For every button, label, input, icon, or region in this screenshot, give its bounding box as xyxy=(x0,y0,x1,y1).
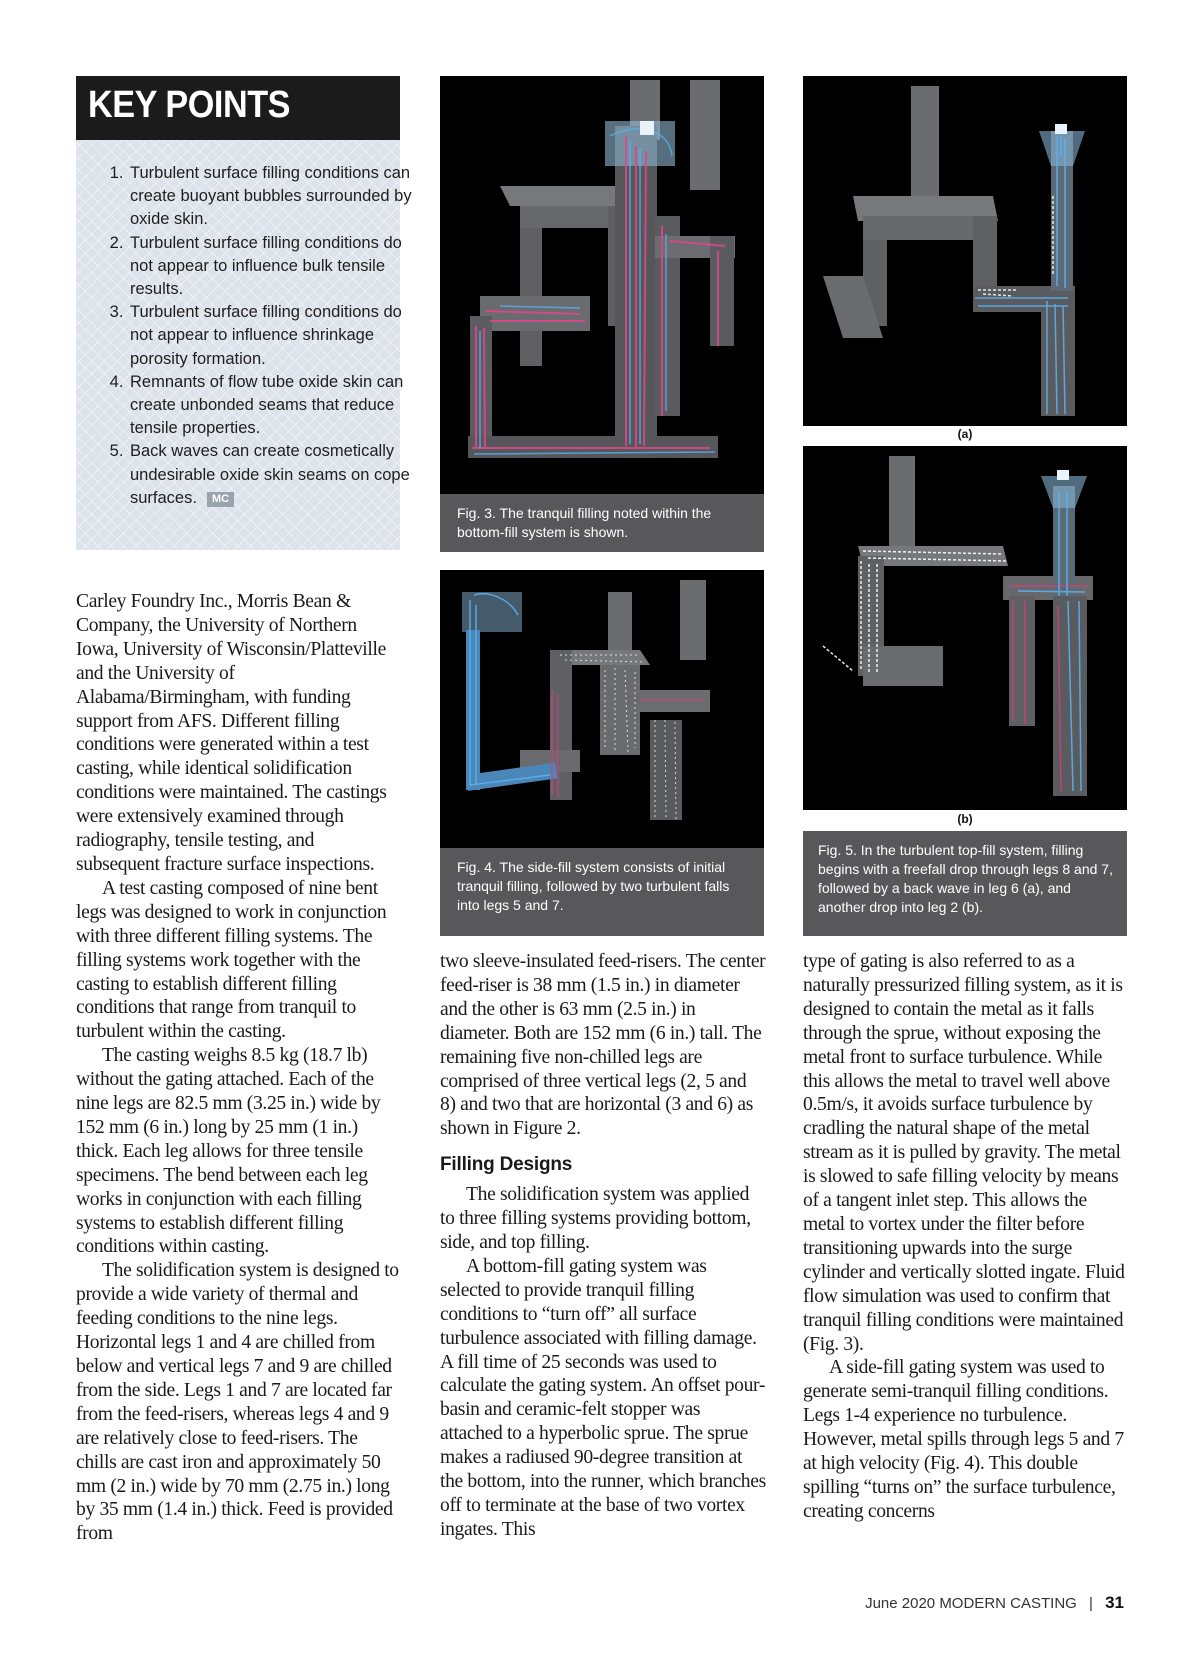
body-paragraph: type of gating is also referred to as a naturally pressurized filling system, as it is designed to contain the metal as it falls through the sprue, without exposing the metal front to surface turbulence. While this allows the metal to travel well above 0.5m/s, it avoids surface turbulence by cradling the natural shape of the metal stream as it is pulled by gravity. The metal is slowed to safe filling velocity by means of a tangent inlet step. This allows the metal to vortex under the filter before transitioning upwards into the surge cylinder and vertically slotted ingate. Fluid flow simulation was used to confirm that tranquil filling conditions were maintained (Fig. 3). xyxy=(803,951,1125,1355)
body-paragraph: The solidification system was applied to three filling systems providing bottom, side, and top filling. xyxy=(440,1184,751,1253)
fig3-image xyxy=(440,76,764,494)
footer-issue: June 2020 xyxy=(865,1595,936,1612)
body-paragraph: A side-fill gating system was used to generate semi-tranquil filling conditions. Legs 1-4 experience no turbulence. However, metal spills through legs 5 and 7 at high velocity (Fig. 4). This double spilling “turns on” the surface turbulence, creating concerns xyxy=(803,1357,1124,1522)
key-points-header xyxy=(76,76,400,140)
key-point-item: 3. Turbulent surface filling conditions do not appear to influence shrinkage porosity formation. xyxy=(128,301,412,371)
fig5a-label: (a) xyxy=(957,427,973,441)
page-footer xyxy=(865,1593,1124,1613)
key-points-title: KEY POINTS xyxy=(88,84,291,126)
footer-divider: | xyxy=(1089,1595,1093,1612)
body-column-1 xyxy=(76,590,402,1546)
key-points-box xyxy=(76,76,412,550)
key-point-item: 4. Remnants of flow tube oxide skin can create unbonded seams that reduce tensile properties. xyxy=(128,371,412,441)
section-heading: Filling Designs xyxy=(440,1154,573,1176)
key-point-text: Back waves can create cosmetically undesirable oxide skin seams on cope surfaces. xyxy=(130,442,410,507)
body-column-2 xyxy=(440,950,766,1542)
key-point-item xyxy=(128,440,412,510)
body-column-3 xyxy=(803,950,1129,1524)
body-paragraph: Carley Foundry Inc., Morris Bean & Company, the University of Northern Iowa, University of Wisconsin/Platteville and the University of Alabama/Birmingham, with funding support from AFS. Different filling conditions were generated within a test casting, while identical solidification conditions were maintained. The castings were extensively examined through radiography, tensile testing, and subsequent fracture surface inspections. xyxy=(76,591,387,875)
fig4-caption: Fig. 4. The side-fill system consists of initial tranquil filling, followed by two turbulent falls into legs 5 and 7. xyxy=(440,848,764,936)
body-paragraph: The solidification system is designed to provide a wide variety of thermal and feeding conditions to the nine legs. Horizontal legs 1 and 4 are chilled from below and vertical legs 7 and 9 are chilled from the side. Legs 1 and 7 are located far from the feed-risers, whereas legs 4 and 9 are relatively close to feed-risers. The chills are cast iron and approximately 50 mm (2 in.) wide by 70 mm (2.75 in.) long by 35 mm (1.4 in.) thick. Feed is provided from xyxy=(76,1260,399,1545)
key-point-item: 1. Turbulent surface filling conditions can create buoyant bubbles surrounded by oxide skin. xyxy=(128,162,412,232)
fig5a-image xyxy=(803,76,1127,426)
fig5-caption: Fig. 5. In the turbulent top-fill system, filling begins with a freefall drop through legs 8 and 7, followed by a back wave in leg 6 (a), and another drop into leg 2 (b). xyxy=(803,831,1127,936)
mc-badge: MC xyxy=(207,492,234,507)
fig3-caption: Fig. 3. The tranquil filling noted within the bottom-fill system is shown. xyxy=(440,494,764,552)
fig5b-label: (b) xyxy=(957,812,973,826)
body-paragraph: The casting weighs 8.5 kg (18.7 lb) without the gating attached. Each of the nine legs are 82.5 mm (3.25 in.) wide by 152 mm (6 in.) long by 25 mm (1 in.) thick. Each leg allows for three tensile specimens. The bend between each leg works in conjunction with each filling systems to establish different filling conditions within casting. xyxy=(76,1045,381,1258)
body-paragraph: A bottom-fill gating system was selected to provide tranquil filling conditions to “turn off” all surface turbulence associated with filling damage. A fill time of 25 seconds was used to calculate the gating system. An offset pour-basin and ceramic-felt stopper was attached to a hyperbolic sprue. The sprue makes a radiused 90-degree transition at the bottom, into the runner, which branches off to terminate at the base of two vortex ingates. This xyxy=(440,1255,766,1540)
footer-magazine: MODERN CASTING xyxy=(939,1595,1077,1612)
page-number: 31 xyxy=(1105,1593,1124,1612)
body-paragraph: A test casting composed of nine bent legs was designed to work in conjunction with three different filling systems. The filling systems work together with the casting to establish different filling conditions that range from tranquil to turbulent within the casting. xyxy=(76,877,387,1043)
body-paragraph: two sleeve-insulated feed-risers. The center feed-riser is 38 mm (1.5 in.) in diameter and the other is 63 mm (2.5 in.) in diameter. Both are 152 mm (6 in.) tall. The remaining five non-chilled legs are comprised of three vertical legs (2, 5 and 8) and two that are horizontal (3 and 6) as shown in Figure 2. xyxy=(440,951,766,1140)
key-point-item: 2. Turbulent surface filling conditions do not appear to influence bulk tensile results. xyxy=(128,232,412,302)
fig5b-image xyxy=(803,446,1127,810)
key-points-list xyxy=(102,162,412,510)
fig4-image xyxy=(440,570,764,848)
